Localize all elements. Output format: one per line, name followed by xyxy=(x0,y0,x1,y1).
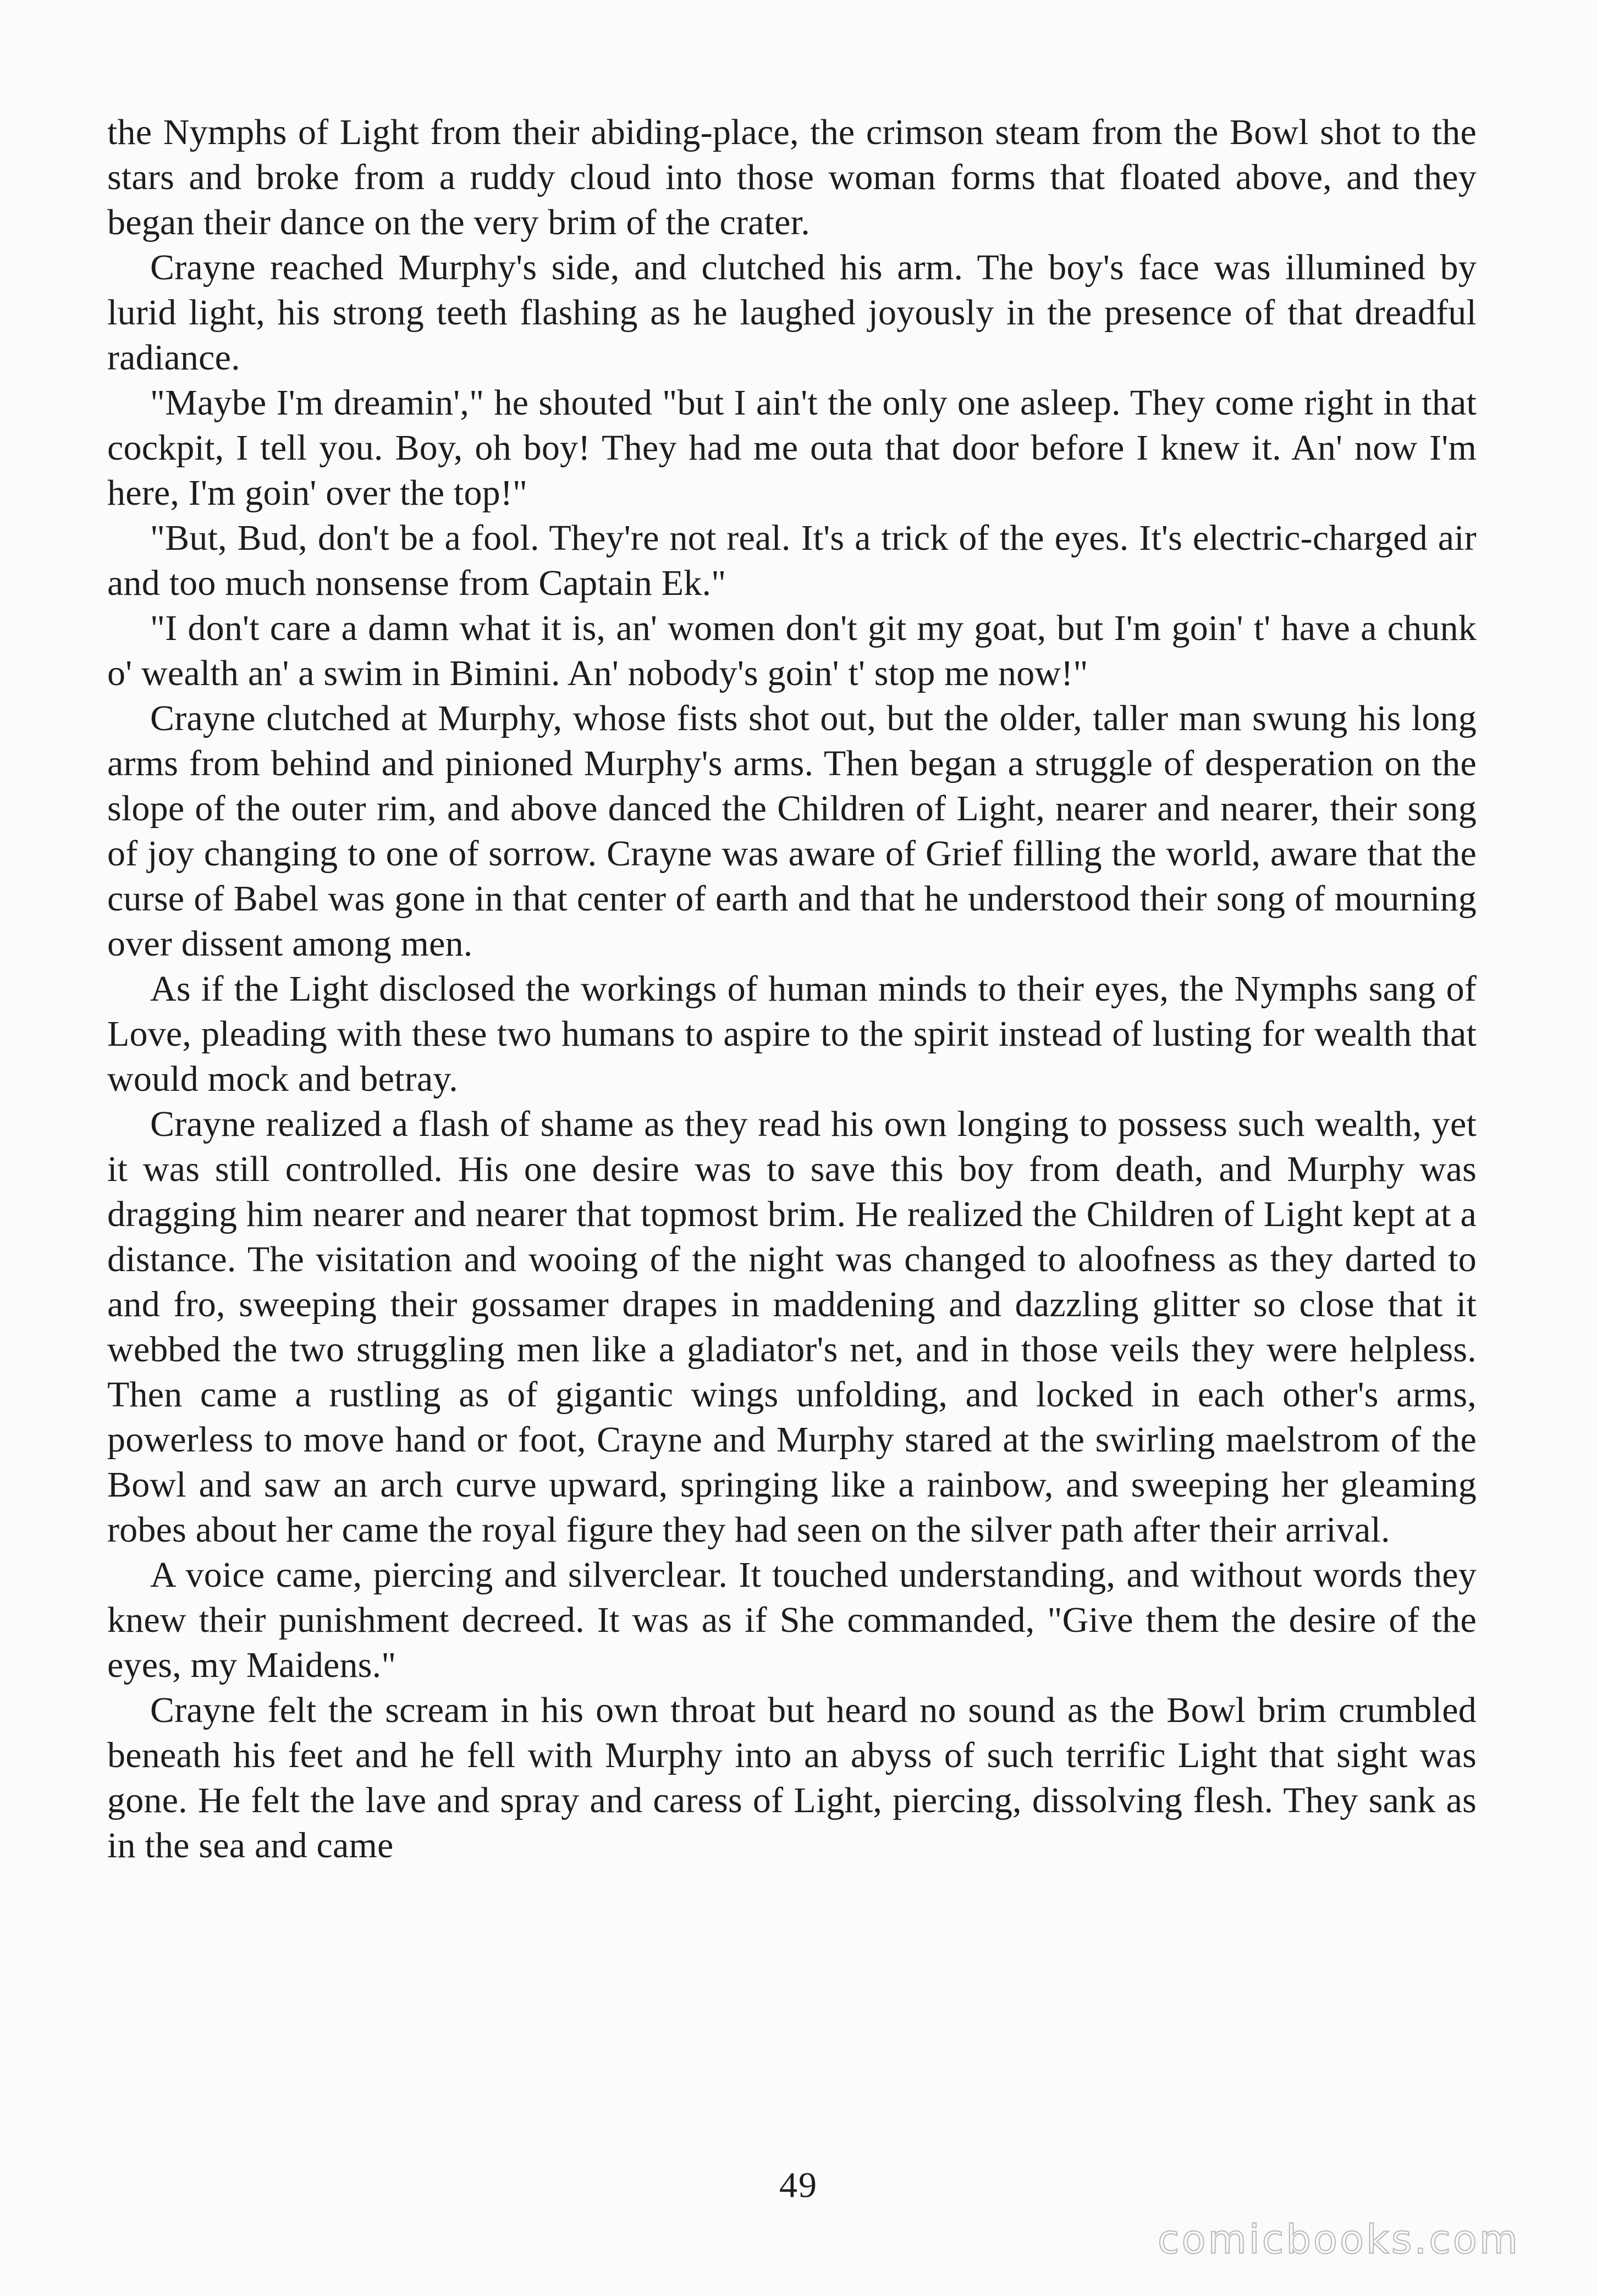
paragraph: A voice came, piercing and silverclear. It touched understanding, and without words they knew their punishment decreed. It was as if She commanded, "Give them the desire of the eyes, my Maidens." xyxy=(107,1555,1477,1685)
paragraph: Crayne felt the scream in his own throat but heard no sound as the Bowl brim crumbled beneath his feet and he fell with Murphy into an abyss of such terrific Light that sight was gone. He felt the lave and spray and caress of Light, piercing, dissolving flesh. They sank as in the sea and came xyxy=(107,1690,1477,1866)
page-number: 49 xyxy=(779,2165,818,2205)
paragraph: "I don't care a damn what it is, an' women don't git my goat, but I'm goin' t' have a chunk o' wealth an' a swim in Bimini. An' nobody's goin' t' stop me now!" xyxy=(107,608,1477,693)
paragraph: the Nymphs of Light from their abiding-place, the crimson steam from the Bowl shot to the stars and broke from a ruddy cloud into those woman forms that floated above, and they began their dance on the very brim of the crater. xyxy=(107,112,1477,242)
paragraph: Crayne reached Murphy's side, and clutched his arm. The boy's face was illumined by lurid light, his strong teeth flashing as he laughed joyously in the presence of that dreadful radiance. xyxy=(107,247,1477,378)
watermark: comicbooks.com xyxy=(1157,2216,1520,2262)
paragraph: Crayne realized a flash of shame as they read his own longing to possess such wealth, yet it was still controlled. His one desire was to save this boy from death, and Murphy was dragging him nearer and nearer that topmost brim. He realized the Children of Light kept at a distance. The visitation and wooing of the night was changed to aloofness as they darted to and fro, sweeping their gossamer drapes in maddening and dazzling glitter so close that it webbed the two struggling men like a gladiator's net, and in those veils they were helpless. Then came a rustling as of gigantic wings unfolding, and locked in each other's arms, powerless to move hand or foot, Crayne and Murphy stared at the swirling maelstrom of the Bowl and saw an arch curve upward, springing like a rainbow, and sweeping her gleaming robes about her came the royal figure they had seen on the silver path after their arrival. xyxy=(107,1104,1477,1550)
paragraph: "Maybe I'm dreamin'," he shouted "but I ain't the only one asleep. They come right in that cockpit, I tell you. Boy, oh boy! They had me outa that door before I knew it. An' now I'm here, I'm goin' over the top!" xyxy=(107,383,1477,513)
body-text xyxy=(107,110,1477,1868)
paragraph: Crayne clutched at Murphy, whose fists shot out, but the older, taller man swung his long arms from behind and pinioned Murphy's arms. Then began a struggle of desperation on the slope of the outer rim, and above danced the Children of Light, nearer and nearer, their song of joy changing to one of sorrow. Crayne was aware of Grief filling the world, aware that the curse of Babel was gone in that center of earth and that he understood their song of mourning over dissent among men. xyxy=(107,698,1477,964)
paragraph: "But, Bud, don't be a fool. They're not real. It's a trick of the eyes. It's electric-charged air and too much nonsense from Captain Ek." xyxy=(107,518,1477,603)
paragraph: As if the Light disclosed the workings of human minds to their eyes, the Nymphs sang of Love, pleading with these two humans to aspire to the spirit instead of lusting for wealth that would mock and betray. xyxy=(107,969,1477,1099)
